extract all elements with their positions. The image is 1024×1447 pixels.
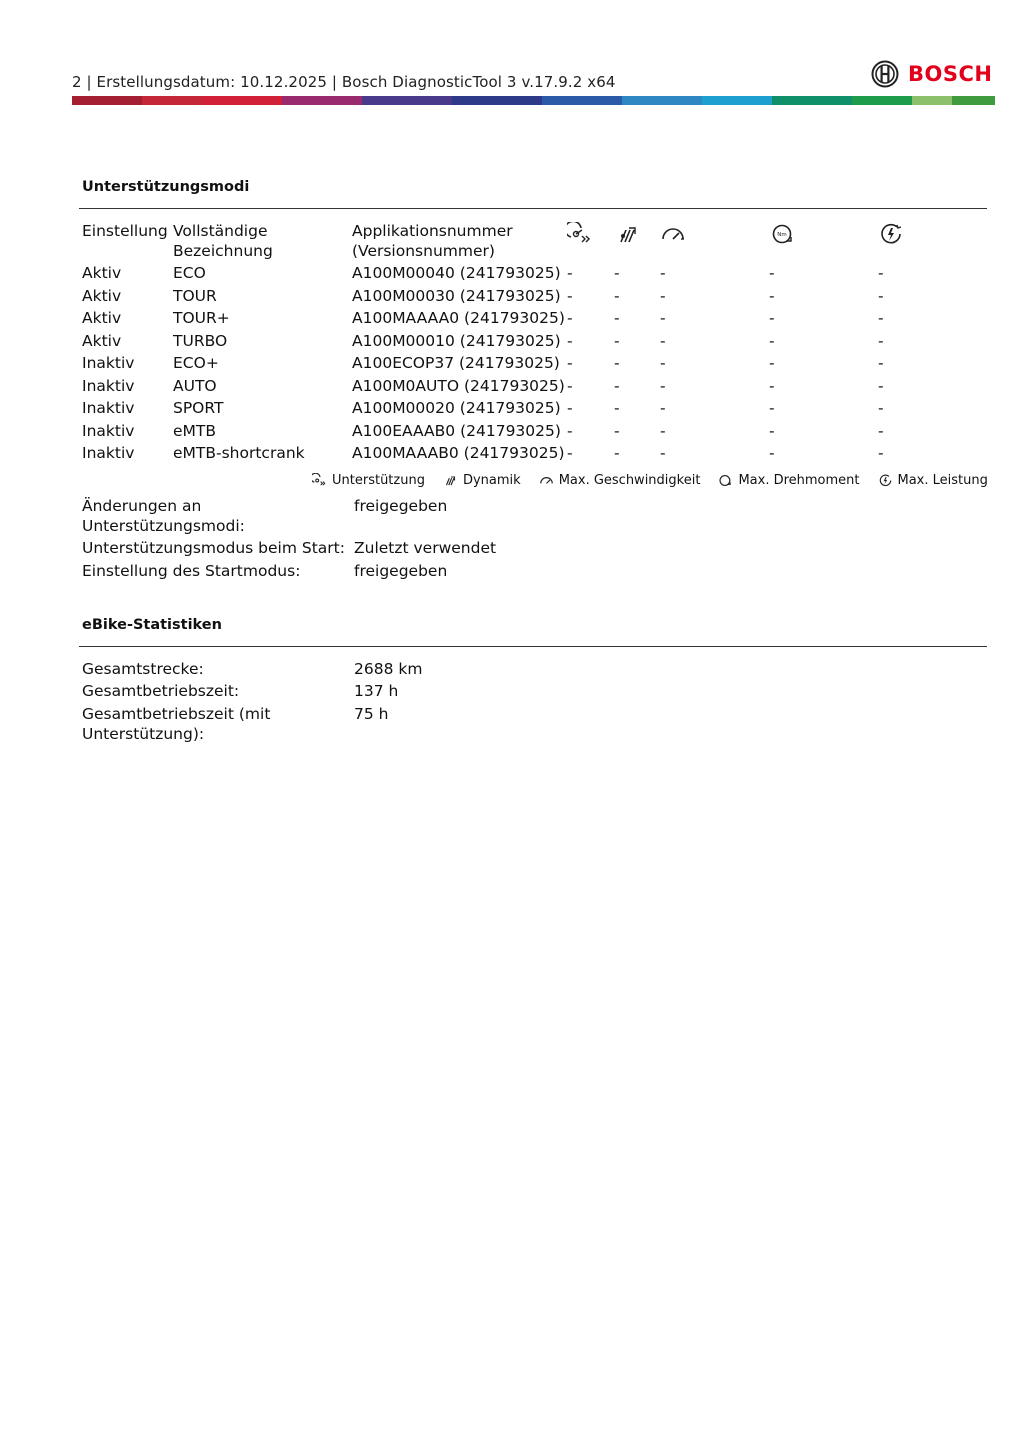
row-max-torque: - [769,377,775,395]
dynamics-icon [443,473,458,488]
row-name: ECO+ [173,354,219,372]
stat-value: 2688 km [354,660,423,678]
modes-section-title: Unterstützungsmodi [82,179,250,195]
max-torque-icon [718,473,733,488]
row-max-speed: - [660,309,666,327]
row-setting: Inaktiv [82,399,135,417]
legend-item [443,473,521,488]
row-dynamics: - [614,354,620,372]
row-app: A100M0AUTO (241793025) [352,377,565,395]
stat-value: 137 h [354,682,399,700]
support-icon [567,222,593,246]
row-max-torque: - [769,287,775,305]
row-setting: Inaktiv [82,377,135,395]
modes-divider [79,208,987,209]
row-setting: Inaktiv [82,354,135,372]
row-max-power: - [878,264,884,282]
legend-item [312,473,425,488]
row-name: ECO [173,264,206,282]
row-support: - [567,377,573,395]
row-app: A100MAAAA0 (241793025) [352,309,565,327]
row-app: A100ECOP37 (241793025) [352,354,560,372]
row-max-speed: - [660,399,666,417]
row-max-power: - [878,377,884,395]
row-support: - [567,399,573,417]
legend-item [539,473,701,488]
legend-label: Max. Drehmoment [738,473,860,488]
setting-value: freigegeben [354,497,448,515]
row-setting: Aktiv [82,332,122,350]
row-name: eMTB [173,422,217,440]
col-header-name-2: Bezeichnung [173,242,273,260]
row-max-torque: - [769,422,775,440]
row-app: A100EAAAB0 (241793025) [352,422,561,440]
row-setting: Aktiv [82,264,122,282]
row-app: A100MAAAB0 (241793025) [352,444,565,462]
col-header-app-2: (Versionsnummer) [352,242,495,260]
row-max-speed: - [660,332,666,350]
row-app: A100M00030 (241793025) [352,287,561,305]
page-header: 2 | Erstellungsdatum: 10.12.2025 | Bosch DiagnosticTool 3 v.17.9.2 x64 [72,73,616,91]
setting-label-cont: Unterstützungsmodi: [82,517,245,535]
row-max-torque: - [769,444,775,462]
stat-value: 75 h [354,705,389,723]
row-max-torque: - [769,264,775,282]
legend-item [718,473,859,488]
row-max-power: - [878,287,884,305]
bosch-armature-icon [871,60,899,88]
max-speed-icon [539,473,554,488]
row-max-speed: - [660,444,666,462]
row-max-torque: - [769,354,775,372]
row-setting: Inaktiv [82,444,135,462]
row-max-power: - [878,399,884,417]
setting-label: Änderungen an [82,497,202,515]
row-setting: Inaktiv [82,422,135,440]
row-max-speed: - [660,377,666,395]
max-speed-icon [660,222,686,246]
col-header-app-1: Applikationsnummer [352,222,513,240]
legend-label: Max. Geschwindigkeit [558,473,701,488]
row-name: TOUR+ [173,309,230,327]
row-max-speed: - [660,287,666,305]
setting-label: Unterstützungsmodus beim Start: [82,539,345,557]
row-dynamics: - [614,422,620,440]
row-dynamics: - [614,309,620,327]
header-color-stripe [72,96,995,105]
col-header-name-1: Vollständige [173,222,268,240]
row-support: - [567,287,573,305]
max-power-icon [878,222,904,246]
legend-label: Max. Leistung [897,473,988,488]
stat-label-cont: Unterstützung): [82,725,205,743]
stat-label: Gesamtbetriebszeit (mit [82,705,271,723]
row-max-speed: - [660,264,666,282]
stats-divider [79,646,987,647]
row-max-power: - [878,422,884,440]
row-max-power: - [878,332,884,350]
row-name: SPORT [173,399,224,417]
row-max-torque: - [769,309,775,327]
row-dynamics: - [614,444,620,462]
setting-label: Einstellung des Startmodus: [82,562,301,580]
stat-label: Gesamtstrecke: [82,660,204,678]
setting-value: Zuletzt verwendet [354,539,497,557]
stats-section-title: eBike-Statistiken [82,617,222,633]
bosch-logo [871,59,992,89]
row-setting: Aktiv [82,287,122,305]
row-dynamics: - [614,264,620,282]
row-dynamics: - [614,287,620,305]
dynamics-icon [615,222,641,246]
row-dynamics: - [614,332,620,350]
row-name: TOUR [173,287,217,305]
row-max-speed: - [660,422,666,440]
row-max-power: - [878,444,884,462]
row-setting: Aktiv [82,309,122,327]
row-app: A100M00010 (241793025) [352,332,561,350]
row-dynamics: - [614,377,620,395]
row-max-torque: - [769,399,775,417]
legend-item [878,473,988,488]
setting-value: freigegeben [354,562,448,580]
row-support: - [567,422,573,440]
row-name: AUTO [173,377,217,395]
row-support: - [567,332,573,350]
svg-text:Nm: Nm [777,232,787,238]
stat-label: Gesamtbetriebszeit: [82,682,240,700]
row-max-torque: - [769,332,775,350]
row-name: TURBO [173,332,228,350]
row-app: A100M00040 (241793025) [352,264,561,282]
row-dynamics: - [614,399,620,417]
brand-name: BOSCH [908,62,993,86]
col-header-setting: Einstellung [82,222,168,240]
support-icon [312,473,327,488]
icon-legend [312,473,1006,488]
row-name: eMTB-shortcrank [173,444,305,462]
row-app: A100M00020 (241793025) [352,399,561,417]
max-torque-icon [770,222,796,246]
row-support: - [567,444,573,462]
max-power-icon [878,473,893,488]
row-support: - [567,354,573,372]
legend-label: Unterstützung [332,473,425,488]
row-support: - [567,264,573,282]
row-max-power: - [878,309,884,327]
row-support: - [567,309,573,327]
row-max-speed: - [660,354,666,372]
legend-label: Dynamik [462,473,521,488]
row-max-power: - [878,354,884,372]
